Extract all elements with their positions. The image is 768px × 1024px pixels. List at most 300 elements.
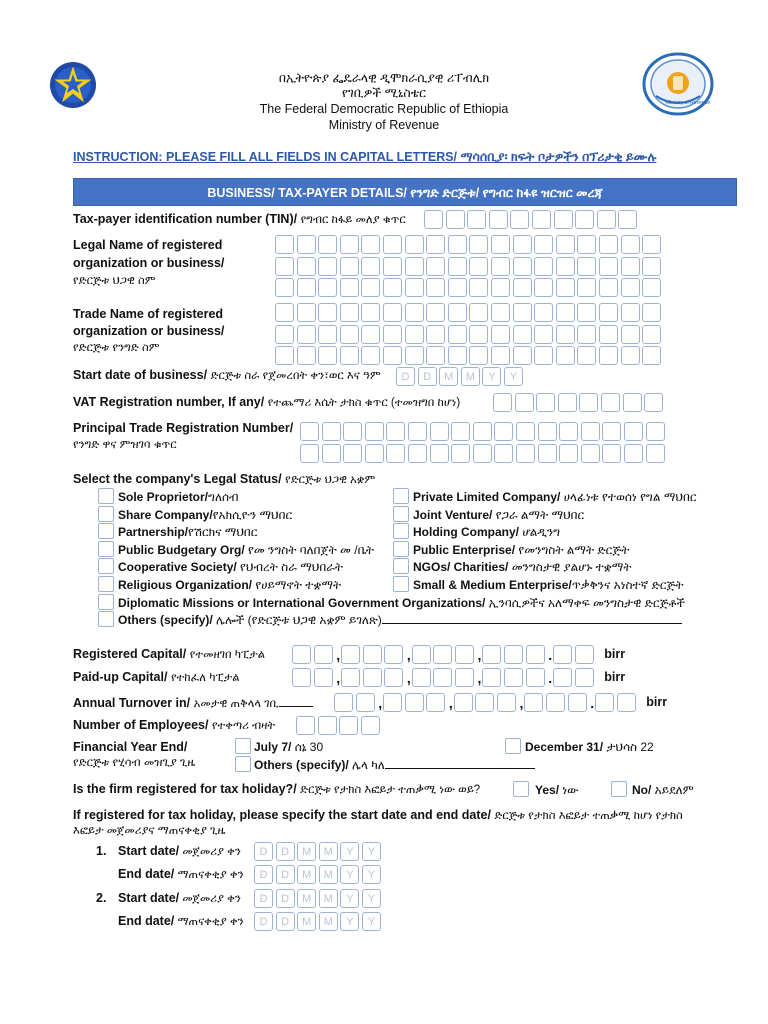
input-box[interactable] [383, 303, 402, 322]
input-box[interactable]: D [276, 889, 295, 908]
status-right-4-checkbox[interactable] [393, 558, 409, 574]
input-box[interactable] [318, 303, 337, 322]
input-box[interactable] [599, 325, 618, 344]
input-box[interactable] [318, 325, 337, 344]
tax-holiday-yes-label: Yes/ ነው [535, 783, 579, 797]
tax-holiday-yes-checkbox[interactable] [513, 781, 529, 797]
input-box[interactable] [412, 645, 431, 664]
input-box[interactable] [363, 645, 382, 664]
input-box[interactable] [491, 235, 510, 254]
input-box[interactable] [433, 645, 452, 664]
employees-boxes [296, 716, 382, 735]
input-box[interactable] [559, 422, 578, 441]
input-box[interactable] [494, 422, 513, 441]
holiday-start-label: Start date/ መጀመሪያ ቀን [118, 891, 241, 905]
paidup-capital-label: Paid-up Capital/ የተከፈለ ካፒታል [73, 670, 240, 684]
grid-row [275, 346, 664, 365]
input-box[interactable] [534, 346, 553, 365]
input-box[interactable] [568, 693, 587, 712]
status-right-3-checkbox[interactable] [393, 541, 409, 557]
input-box[interactable] [430, 444, 449, 463]
fiscal-december-checkbox[interactable] [505, 738, 521, 754]
input-box[interactable] [516, 422, 535, 441]
input-box[interactable] [621, 235, 640, 254]
input-box[interactable] [475, 693, 494, 712]
input-box[interactable] [642, 278, 661, 297]
input-box[interactable] [617, 693, 636, 712]
input-box[interactable]: D [276, 912, 295, 931]
input-box[interactable] [424, 210, 443, 229]
input-box[interactable]: D [418, 367, 437, 386]
trade-name-grid [275, 303, 664, 368]
input-box[interactable] [621, 325, 640, 344]
holiday-start-date-boxes [254, 889, 384, 908]
input-box[interactable] [624, 444, 643, 463]
input-box[interactable] [334, 693, 353, 712]
input-box[interactable] [361, 278, 380, 297]
input-box[interactable]: M [297, 865, 316, 884]
input-box[interactable] [318, 716, 337, 735]
input-box[interactable] [513, 278, 532, 297]
input-box[interactable] [624, 422, 643, 441]
holiday-row-number: 2. [96, 891, 107, 905]
input-box[interactable] [297, 257, 316, 276]
input-box[interactable] [618, 210, 637, 229]
input-box[interactable] [575, 668, 594, 687]
input-box[interactable] [361, 346, 380, 365]
input-box[interactable] [577, 346, 596, 365]
input-box[interactable]: D [276, 842, 295, 861]
input-box[interactable] [405, 325, 424, 344]
input-box[interactable] [383, 325, 402, 344]
input-box[interactable] [473, 444, 492, 463]
input-box[interactable] [642, 257, 661, 276]
input-box[interactable] [504, 668, 523, 687]
fiscal-year-label-am: የድርጅቱ የሂሳብ መዝጊያ ጊዜ [73, 757, 196, 769]
input-box[interactable] [448, 257, 467, 276]
status-right-5-checkbox[interactable] [393, 576, 409, 592]
input-box[interactable]: Y [340, 912, 359, 931]
input-box[interactable] [448, 278, 467, 297]
input-box[interactable] [430, 422, 449, 441]
input-box[interactable] [297, 346, 316, 365]
input-box[interactable]: Y [362, 912, 381, 931]
input-box[interactable] [621, 278, 640, 297]
status-left-1-checkbox[interactable] [98, 506, 114, 522]
input-box[interactable] [467, 210, 486, 229]
input-box[interactable] [601, 393, 620, 412]
thousands-separator: , [336, 647, 341, 663]
section-title-banner: BUSINESS/ TAX-PAYER DETAILS/ የንግድ ድርጅቱ/ የግብር ከፋዩ ዝርዝር መረጃ [73, 178, 737, 206]
input-box[interactable] [361, 235, 380, 254]
input-box[interactable]: D [254, 912, 273, 931]
trade-name-label-1: Trade Name of registered [73, 307, 224, 321]
input-box[interactable] [340, 235, 359, 254]
currency-unit: birr [604, 647, 626, 661]
fiscal-others-label: Others (specify)/ ሌላ ካለ [254, 757, 535, 773]
status-right-5-label: Small & Medium Enterprise/ጥቃቅንና አነስተኛ ድርጅት [413, 578, 684, 592]
input-box[interactable] [292, 668, 311, 687]
legal-name-label-2: organization or business/ [73, 256, 225, 270]
input-box[interactable] [314, 645, 333, 664]
input-box[interactable] [595, 693, 614, 712]
input-box[interactable] [538, 422, 557, 441]
input-box[interactable]: M [319, 912, 338, 931]
status-right-2-checkbox[interactable] [393, 523, 409, 539]
input-box[interactable] [340, 346, 359, 365]
input-box[interactable] [491, 278, 510, 297]
input-box[interactable]: M [319, 889, 338, 908]
input-box[interactable] [318, 257, 337, 276]
input-box[interactable] [516, 444, 535, 463]
input-box[interactable]: Y [362, 842, 381, 861]
input-box[interactable] [513, 303, 532, 322]
input-box[interactable] [314, 668, 333, 687]
status-right-0-checkbox[interactable] [393, 488, 409, 504]
status-left-0-label: Sole Proprietor/ግለሰብ [118, 490, 239, 504]
input-box[interactable] [451, 422, 470, 441]
input-box[interactable] [340, 278, 359, 297]
input-box[interactable] [513, 325, 532, 344]
input-box[interactable]: D [276, 865, 295, 884]
input-box[interactable] [482, 668, 501, 687]
input-box[interactable] [559, 444, 578, 463]
input-box[interactable] [318, 235, 337, 254]
input-box[interactable] [275, 303, 294, 322]
legal-status-label: Select the company's Legal Status/ የድርጅቱ ህጋዊ አቋም [73, 472, 376, 486]
fiscal-july-label: July 7/ ሰኔ 30 [254, 740, 324, 754]
input-box[interactable] [602, 444, 621, 463]
input-box[interactable] [642, 303, 661, 322]
start-date-boxes [396, 367, 526, 386]
input-box[interactable] [275, 235, 294, 254]
input-box[interactable] [577, 303, 596, 322]
input-box[interactable] [575, 645, 594, 664]
input-box[interactable] [489, 210, 508, 229]
registered-capital-label: Registered Capital/ የተመዘገበ ካፒታል [73, 647, 266, 661]
input-box[interactable] [642, 325, 661, 344]
input-box[interactable] [433, 668, 452, 687]
input-box[interactable] [558, 393, 577, 412]
tax-holiday-specify-line2: እፎይታ መጀመሪያና ማጠናቀቂያ ጊዜ [73, 825, 226, 837]
input-box[interactable]: D [254, 865, 273, 884]
legal-name-label-1: Legal Name of registered [73, 238, 223, 252]
input-box[interactable] [599, 278, 618, 297]
input-box[interactable]: D [254, 889, 273, 908]
input-box[interactable] [556, 235, 575, 254]
status-diplomatic-label: Diplomatic Missions or International Government Organizations/ ኢንባሲዎችና አለማቀፍ መንግስታዊ ድርጅቶች [118, 595, 685, 610]
input-box[interactable] [451, 444, 470, 463]
input-box[interactable] [343, 422, 362, 441]
input-box[interactable]: M [319, 865, 338, 884]
input-box[interactable] [455, 668, 474, 687]
header-am-line2: የገቢዎች ሚኒስቴር [341, 86, 427, 100]
input-box[interactable] [297, 303, 316, 322]
input-box[interactable] [292, 645, 311, 664]
input-box[interactable]: Y [340, 889, 359, 908]
input-box[interactable]: Y [362, 865, 381, 884]
input-box[interactable] [513, 257, 532, 276]
input-box[interactable] [455, 645, 474, 664]
status-diplomatic-checkbox[interactable] [98, 594, 114, 610]
input-box[interactable] [405, 278, 424, 297]
status-right-2-label: Holding Company/ ሆልዲንግ [413, 525, 561, 540]
input-box[interactable] [599, 257, 618, 276]
input-box[interactable] [361, 257, 380, 276]
input-box[interactable] [275, 346, 294, 365]
input-box[interactable] [621, 303, 640, 322]
input-box[interactable]: M [297, 912, 316, 931]
header-en-line2: Ministry of Revenue [328, 118, 440, 132]
input-box[interactable]: Y [340, 865, 359, 884]
input-box[interactable] [473, 422, 492, 441]
input-box[interactable] [577, 325, 596, 344]
input-box[interactable] [340, 303, 359, 322]
input-box[interactable] [577, 235, 596, 254]
status-left-3-label: Public Budgetary Org/ የመ ንግስት ባለበጀት መ /ቤት [118, 542, 374, 557]
tax-holiday-question: Is the firm registered for tax holiday?/ ድርጅቱ የታክስ እፎይታ ተጠቃሚ ነው ወይ? [73, 782, 481, 796]
input-box[interactable] [621, 346, 640, 365]
fiscal-others-checkbox[interactable] [235, 756, 251, 772]
input-box[interactable] [534, 325, 553, 344]
input-box[interactable] [646, 422, 665, 441]
tax-holiday-specify-line1: If registered for tax holiday, please specify the start date and end date/ ድርጅቱ የታክስ እፎይታ ተጠቃሚ ከሆነ የታክስ [73, 808, 683, 822]
input-box[interactable] [491, 303, 510, 322]
input-box[interactable] [297, 235, 316, 254]
input-box[interactable] [510, 210, 529, 229]
input-box[interactable] [408, 422, 427, 441]
input-box[interactable] [532, 210, 551, 229]
fiscal-july-checkbox[interactable] [235, 738, 251, 754]
input-box[interactable] [556, 346, 575, 365]
input-box[interactable] [365, 444, 384, 463]
status-right-1-checkbox[interactable] [393, 506, 409, 522]
input-box[interactable] [577, 278, 596, 297]
input-box[interactable] [597, 210, 616, 229]
input-box[interactable] [524, 693, 543, 712]
input-box[interactable] [504, 645, 523, 664]
input-box[interactable] [383, 257, 402, 276]
input-box[interactable] [482, 645, 501, 664]
input-box[interactable] [426, 346, 445, 365]
input-box[interactable] [538, 444, 557, 463]
status-left-5-checkbox[interactable] [98, 576, 114, 592]
input-box[interactable] [526, 668, 545, 687]
input-box[interactable] [513, 235, 532, 254]
input-box[interactable] [536, 393, 555, 412]
input-box[interactable] [469, 303, 488, 322]
input-box[interactable] [534, 257, 553, 276]
currency-unit: birr [604, 670, 626, 684]
input-box[interactable] [405, 346, 424, 365]
status-others-checkbox[interactable] [98, 611, 114, 627]
annual-turnover-label: Annual Turnover in/ አመታዊ ጠቅላላ ገቢ [73, 695, 313, 712]
input-box[interactable] [384, 668, 403, 687]
input-box[interactable] [515, 393, 534, 412]
input-box[interactable] [581, 422, 600, 441]
input-box[interactable] [602, 422, 621, 441]
input-box[interactable] [426, 278, 445, 297]
input-box[interactable] [341, 645, 360, 664]
input-box[interactable] [642, 346, 661, 365]
input-box[interactable] [426, 235, 445, 254]
input-box[interactable] [275, 278, 294, 297]
input-box[interactable] [644, 393, 663, 412]
input-box[interactable] [361, 716, 380, 735]
input-box[interactable] [497, 693, 516, 712]
input-box[interactable] [405, 693, 424, 712]
input-box[interactable] [383, 235, 402, 254]
input-box[interactable] [575, 210, 594, 229]
input-box[interactable] [534, 303, 553, 322]
input-box[interactable] [343, 444, 362, 463]
input-box[interactable]: D [396, 367, 415, 386]
input-box[interactable] [642, 235, 661, 254]
input-box[interactable] [546, 693, 565, 712]
input-box[interactable] [340, 257, 359, 276]
input-box[interactable] [579, 393, 598, 412]
input-box[interactable] [469, 257, 488, 276]
input-box[interactable] [469, 346, 488, 365]
tax-holiday-no-checkbox[interactable] [611, 781, 627, 797]
input-box[interactable]: Y [504, 367, 523, 386]
input-box[interactable] [446, 210, 465, 229]
input-box[interactable] [300, 444, 319, 463]
input-box[interactable] [322, 422, 341, 441]
input-box[interactable] [408, 444, 427, 463]
input-box[interactable] [322, 444, 341, 463]
input-box[interactable] [577, 257, 596, 276]
input-box[interactable] [297, 325, 316, 344]
input-box[interactable] [405, 257, 424, 276]
thousands-separator: , [406, 647, 411, 663]
input-box[interactable]: Y [340, 842, 359, 861]
input-box[interactable] [491, 257, 510, 276]
paidup-capital-boxes [292, 668, 625, 688]
input-box[interactable] [405, 303, 424, 322]
trade-name-label-2: organization or business/ [73, 324, 225, 338]
grid-row [300, 422, 667, 441]
input-box[interactable] [553, 668, 572, 687]
input-box[interactable] [491, 346, 510, 365]
input-box[interactable] [275, 257, 294, 276]
input-box[interactable] [426, 257, 445, 276]
status-left-4-checkbox[interactable] [98, 558, 114, 574]
input-box[interactable] [469, 278, 488, 297]
input-box[interactable] [341, 668, 360, 687]
input-box[interactable] [405, 235, 424, 254]
registered-capital-boxes [292, 645, 625, 665]
input-box[interactable] [412, 668, 431, 687]
input-box[interactable] [454, 693, 473, 712]
input-box[interactable] [386, 422, 405, 441]
grid-row [275, 257, 664, 276]
input-box[interactable]: M [461, 367, 480, 386]
input-box[interactable] [554, 210, 573, 229]
input-box[interactable] [556, 257, 575, 276]
input-box[interactable] [300, 422, 319, 441]
tax-holiday-no-label: No/ አይደለም [632, 783, 694, 797]
input-box[interactable] [448, 346, 467, 365]
input-box[interactable] [318, 346, 337, 365]
input-box[interactable] [599, 346, 618, 365]
input-box[interactable] [363, 668, 382, 687]
status-left-0-checkbox[interactable] [98, 488, 114, 504]
input-box[interactable] [553, 645, 572, 664]
status-left-3-checkbox[interactable] [98, 541, 114, 557]
input-box[interactable] [339, 716, 358, 735]
input-box[interactable] [383, 346, 402, 365]
input-box[interactable] [491, 325, 510, 344]
input-box[interactable] [513, 346, 532, 365]
input-box[interactable] [581, 444, 600, 463]
input-box[interactable] [426, 693, 445, 712]
input-box[interactable] [448, 325, 467, 344]
thousands-separator: , [477, 647, 482, 663]
input-box[interactable] [556, 278, 575, 297]
header-en-line1: The Federal Democratic Republic of Ethiopia [259, 102, 509, 116]
input-box[interactable]: M [297, 889, 316, 908]
input-box[interactable] [646, 444, 665, 463]
input-box[interactable] [275, 325, 294, 344]
input-box[interactable] [384, 645, 403, 664]
input-box[interactable] [469, 325, 488, 344]
input-box[interactable] [296, 716, 315, 735]
input-box[interactable] [386, 444, 405, 463]
input-box[interactable]: M [439, 367, 458, 386]
input-box[interactable] [556, 303, 575, 322]
input-box[interactable] [623, 393, 642, 412]
input-box[interactable] [383, 693, 402, 712]
input-box[interactable] [469, 235, 488, 254]
input-box[interactable] [599, 303, 618, 322]
input-box[interactable] [426, 303, 445, 322]
input-box[interactable] [340, 325, 359, 344]
trade-name-label-am: የድርጅቱ የንግድ ስም [73, 342, 160, 354]
header-am-line1: በኢትዮጵያ ፌዴራላዊ ዲሞክራሲያዊ ሪፐብሊክ [278, 71, 490, 85]
input-box[interactable] [365, 422, 384, 441]
holiday-end-label: End date/ ማጠናቀቂያ ቀን [118, 914, 244, 928]
ptr-grid [300, 422, 667, 465]
input-box[interactable] [318, 278, 337, 297]
input-box[interactable] [448, 303, 467, 322]
annual-turnover-boxes [334, 693, 667, 713]
input-box[interactable] [426, 325, 445, 344]
input-box[interactable] [361, 325, 380, 344]
input-box[interactable] [599, 235, 618, 254]
input-box[interactable] [493, 393, 512, 412]
input-box[interactable]: Y [362, 889, 381, 908]
input-box[interactable] [383, 278, 402, 297]
input-box[interactable] [448, 235, 467, 254]
input-box[interactable] [356, 693, 375, 712]
input-box[interactable] [297, 278, 316, 297]
input-box[interactable]: D [254, 842, 273, 861]
input-box[interactable] [556, 325, 575, 344]
input-box[interactable]: Y [482, 367, 501, 386]
status-left-2-checkbox[interactable] [98, 523, 114, 539]
input-box[interactable] [534, 235, 553, 254]
input-box[interactable]: M [319, 842, 338, 861]
input-box[interactable] [526, 645, 545, 664]
tin-boxes [424, 210, 640, 229]
input-box[interactable] [361, 303, 380, 322]
input-box[interactable] [534, 278, 553, 297]
input-box[interactable]: M [297, 842, 316, 861]
input-box[interactable] [494, 444, 513, 463]
input-box[interactable] [621, 257, 640, 276]
grid-row [275, 278, 664, 297]
